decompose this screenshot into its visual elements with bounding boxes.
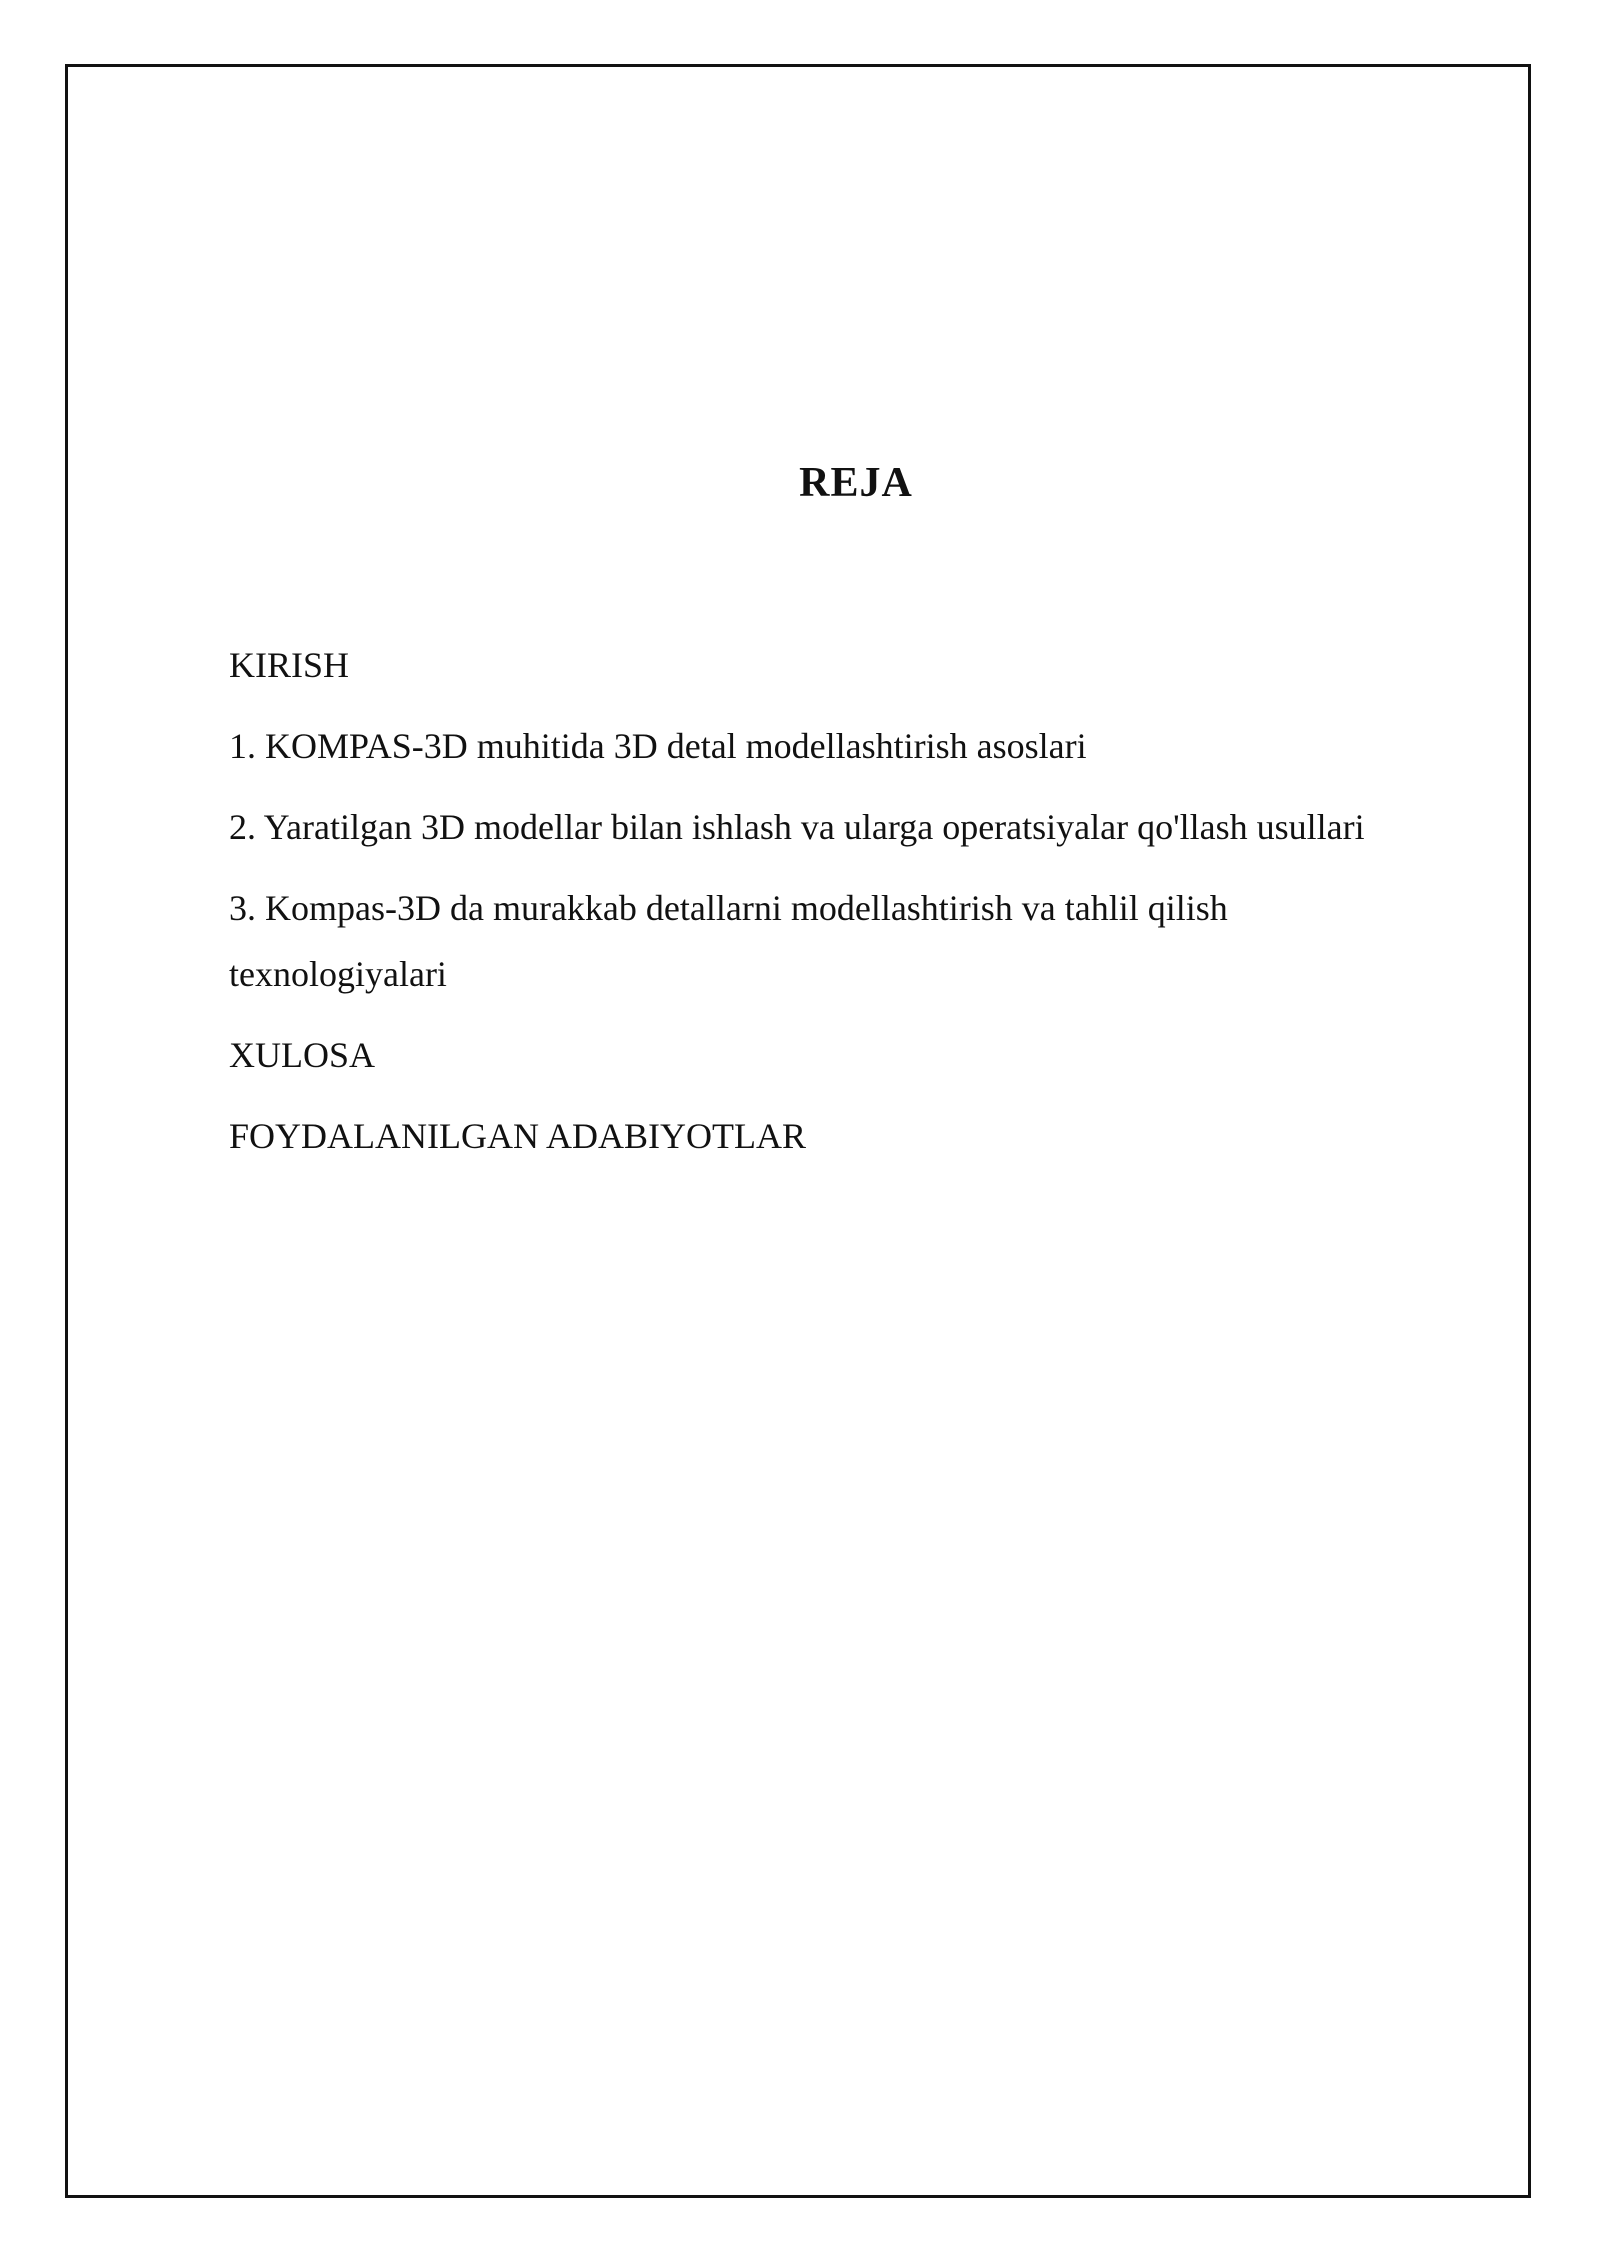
page-title: REJA <box>799 460 913 506</box>
toc-item-3: 3. Kompas-3D da murakkab detallarni modellashtirish va tahlil qilish texnologiyalari <box>229 888 1228 994</box>
toc-item-xulosa: XULOSA <box>229 1035 376 1075</box>
toc-item-2: 2. Yaratilgan 3D modellar bilan ishlash va ularga operatsiyalar qo'llash usullari <box>229 807 1365 847</box>
toc-item-adabiyotlar: FOYDALANILGAN ADABIYOTLAR <box>229 1116 806 1156</box>
toc-item-1: 1. KOMPAS-3D muhitida 3D detal modellashtirish asoslari <box>229 726 1087 766</box>
toc-item-kirish: KIRISH <box>229 645 350 685</box>
